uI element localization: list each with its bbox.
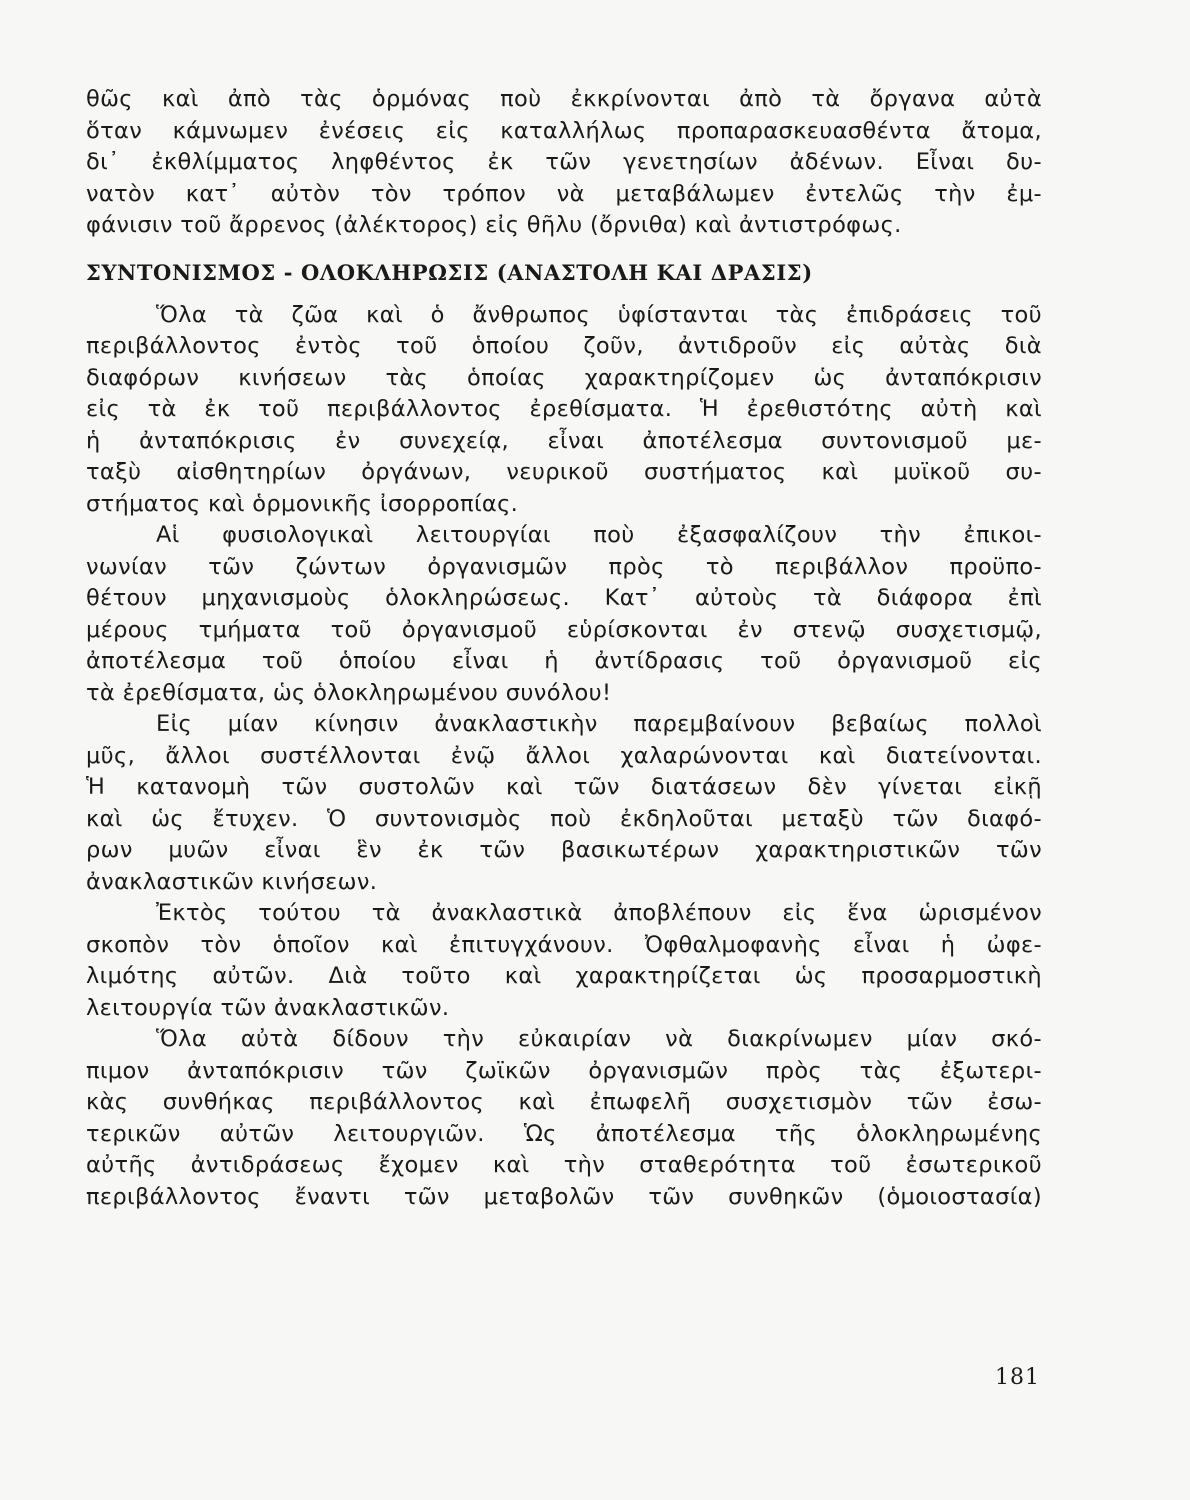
text-line: Ἡ κατανομὴ τῶν συστολῶν καὶ τῶν διατάσεων δὲν γίνεται εἰκῇ [86, 774, 1042, 800]
text-line: κὰς συνθήκας περιβάλλοντος καὶ ἐπωφελῆ συσχετισμὸν τῶν ἐσω- [86, 1089, 1042, 1115]
text-line: θῶς καὶ ἀπὸ τὰς ὁρμόνας ποὺ ἐκκρίνονται ἀπὸ τὰ ὄργανα αὐτὰ [86, 86, 1042, 112]
text-line: Αἱ φυσιολογικαὶ λειτουργίαι ποὺ ἐξασφαλίζουν τὴν ἐπικοι- [156, 522, 1042, 548]
text-line: νατὸν κατ᾽ αὐτὸν τὸν τρόπον νὰ μεταβάλωμεν ἐντελῶς τὴν ἐμ- [86, 180, 1042, 207]
text-line: πιμον ἀνταπόκρισιν τῶν ζωϊκῶν ὀργανισμῶν πρὸς τὰς ἐξωτερι- [86, 1057, 1042, 1084]
paragraph-4 [86, 898, 1042, 1024]
text-line: ὅταν κάμνωμεν ἐνέσεις εἰς καταλλήλως προπαρασκευασθέντα ἄτομα, [86, 117, 1042, 144]
text-line: λειτουργία τῶν ἀνακλαστικῶν. [86, 994, 450, 1021]
text-line: φάνισιν τοῦ ἄρρενος (ἀλέκτορος) εἰς θῆλυ (ὄρνιθα) καὶ ἀντιστρόφως. [86, 212, 902, 238]
text-line: μῦς, ἄλλοι συστέλλονται ἐνῷ ἄλλοι χαλαρώνονται καὶ διατείνονται. [86, 742, 1042, 769]
text-line: ἀνακλαστικῶν κινήσεων. [86, 868, 378, 895]
text-line: ταξὺ αἰσθητηρίων ὀργάνων, νευρικοῦ συστήματος καὶ μυϊκοῦ συ- [86, 459, 1042, 485]
paragraph-2 [86, 520, 1042, 709]
text-line: θέτουν μηχανισμοὺς ὁλοκληρώσεως. Κατ᾽ αὐτοὺς τὰ διάφορα ἐπὶ [86, 585, 1042, 611]
text-line: ἡ ἀνταπόκρισις ἐν συνεχείᾳ, εἶναι ἀποτέλεσμα συντονισμοῦ με- [86, 427, 1042, 454]
paragraph-1 [86, 300, 1042, 521]
page-number: 181 [995, 1365, 1040, 1390]
text-line: τὰ ἐρεθίσματα, ὡς ὁλοκληρωμένου συνόλου! [86, 679, 612, 706]
paragraph-5 [86, 1024, 1042, 1213]
text-line: καὶ ὡς ἔτυχεν. Ὁ συντονισμὸς ποὺ ἐκδηλοῦται μεταξὺ τῶν διαφό- [86, 805, 1042, 832]
text-line: Ὅλα τὰ ζῶα καὶ ὁ ἄνθρωπος ὑφίστανται τὰς ἐπιδράσεις τοῦ [156, 301, 1042, 328]
text-line: σκοπὸν τὸν ὁποῖον καὶ ἐπιτυγχάνουν. Ὀφθαλμοφανὴς εἶναι ἡ ὠφε- [86, 931, 1042, 958]
text-line: τερικῶν αὐτῶν λειτουργιῶν. Ὡς ἀποτέλεσμα τῆς ὁλοκληρωμένης [86, 1120, 1042, 1147]
text-line: Ὅλα αὐτὰ δίδουν τὴν εὐκαιρίαν νὰ διακρίνωμεν μίαν σκό- [156, 1026, 1042, 1052]
page-body [86, 84, 1042, 1213]
text-line: δι᾽ ἐκθλίμματος ληφθέντος ἐκ τῶν γενετησίων ἀδένων. Εἶναι δυ- [86, 149, 1042, 175]
text-line: νωνίαν τῶν ζώντων ὀργανισμῶν πρὸς τὸ περιβάλλον προϋπο- [86, 553, 1042, 580]
text-line: ρων μυῶν εἶναι ἓν ἐκ τῶν βασικωτέρων χαρακτηριστικῶν τῶν [86, 837, 1042, 863]
text-line: ἀποτέλεσμα τοῦ ὁποίου εἶναι ἡ ἀντίδρασις τοῦ ὀργανισμοῦ εἰς [86, 648, 1042, 674]
text-line: λιμότης αὐτῶν. Διὰ τοῦτο καὶ χαρακτηρίζεται ὡς προσαρμοστικὴ [86, 963, 1042, 989]
section-heading: ΣΥΝΤΟΝΙΣΜΟΣ - ΟΛΟΚΛΗΡΩΣΙΣ (ΑΝΑΣΤΟΛΗ ΚΑΙ ΔΡΑΣΙΣ) [86, 259, 813, 285]
text-line: περιβάλλοντος ἐντὸς τοῦ ὁποίου ζοῦν, ἀντιδροῦν εἰς αὐτὰς διὰ [86, 333, 1042, 359]
text-line: Εἰς μίαν κίνησιν ἀνακλαστικὴν παρεμβαίνουν βεβαίως πολλοὶ [156, 711, 1042, 737]
text-line: διαφόρων κινήσεων τὰς ὁποίας χαρακτηρίζομεν ὡς ἀνταπόκρισιν [86, 364, 1042, 391]
paragraph-3 [86, 709, 1042, 898]
text-line: περιβάλλοντος ἔναντι τῶν μεταβολῶν τῶν συνθηκῶν (ὁμοιοστασία) [86, 1183, 1042, 1210]
text-line: αὐτῆς ἀντιδράσεως ἔχομεν καὶ τὴν σταθερότητα τοῦ ἐσωτερικοῦ [86, 1152, 1042, 1178]
text-line: Ἐκτὸς τούτου τὰ ἀνακλαστικὰ ἀποβλέπουν εἰς ἕνα ὡρισμένον [156, 900, 1042, 926]
text-line: μέρους τμήματα τοῦ ὀργανισμοῦ εὑρίσκονται ἐν στενῷ συσχετισμῷ, [86, 616, 1042, 643]
text-line: εἰς τὰ ἐκ τοῦ περιβάλλοντος ἐρεθίσματα. Ἡ ἐρεθιστότης αὐτὴ καὶ [86, 396, 1042, 422]
text-line: στήματος καὶ ὁρμονικῆς ἰσορροπίας. [86, 490, 519, 517]
intro-paragraph [86, 84, 1042, 242]
